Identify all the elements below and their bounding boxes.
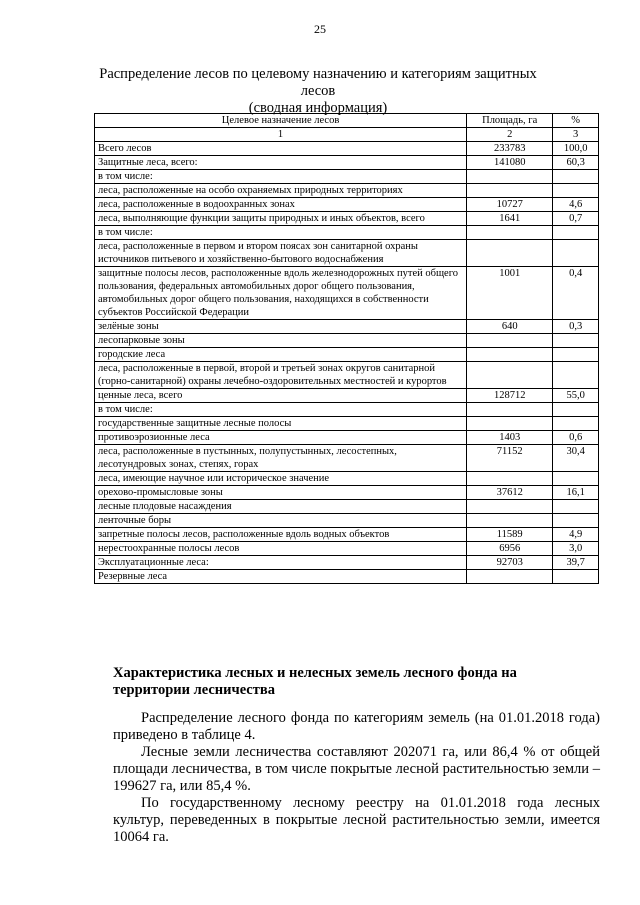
row-name: противоэрозионные леса (95, 431, 467, 445)
row-area: 640 (467, 320, 553, 334)
row-name: Всего лесов (95, 142, 467, 156)
row-area: 10727 (467, 198, 553, 212)
row-percent (553, 403, 599, 417)
row-percent (553, 348, 599, 362)
row-percent (553, 417, 599, 431)
row-percent (553, 472, 599, 486)
row-name: орехово-промысловые зоны (95, 486, 467, 500)
row-area: 92703 (467, 556, 553, 570)
table-row (95, 267, 599, 320)
table-header-row (95, 114, 599, 128)
row-area: 71152 (467, 445, 553, 472)
section-heading (113, 665, 600, 699)
table-row (95, 417, 599, 431)
table-row (95, 556, 599, 570)
row-area (467, 170, 553, 184)
row-name: лесопарковые зоны (95, 334, 467, 348)
row-percent: 3,0 (553, 542, 599, 556)
row-percent (553, 170, 599, 184)
paragraph-2: Лесные земли лесничества составляют 202071 га, или 86,4 % от общей площади лесничества, в том числе покрытые лесной растительностью земли – 199627 га, или 85,4 %. (113, 744, 600, 794)
page-number: 25 (314, 22, 326, 36)
header-purpose: Целевое назначение лесов (95, 114, 467, 128)
row-name: Эксплуатационные леса: (95, 556, 467, 570)
header-area: Площадь, га (467, 114, 553, 128)
column-number-3: 3 (553, 128, 599, 142)
table-row (95, 528, 599, 542)
row-percent: 0,7 (553, 212, 599, 226)
row-name: леса, расположенные в первом и втором поясах зон санитарной охраны источников питьевого и хозяйственно-бытового водоснабжения (95, 240, 467, 267)
row-percent (553, 570, 599, 584)
row-name: Резервные леса (95, 570, 467, 584)
section-heading-line-1: Характеристика лесных и нелесных земель лесного фонда на (113, 665, 517, 681)
table-row (95, 348, 599, 362)
row-percent (553, 362, 599, 389)
table-row (95, 570, 599, 584)
row-name: леса, расположенные на особо охраняемых природных территориях (95, 184, 467, 198)
row-area (467, 403, 553, 417)
table-row (95, 212, 599, 226)
table-row (95, 445, 599, 472)
row-percent: 16,1 (553, 486, 599, 500)
row-percent: 4,9 (553, 528, 599, 542)
row-percent (553, 514, 599, 528)
table-row (95, 403, 599, 417)
row-percent: 60,3 (553, 156, 599, 170)
row-area: 233783 (467, 142, 553, 156)
row-area: 128712 (467, 389, 553, 403)
row-area: 6956 (467, 542, 553, 556)
column-number-2: 2 (467, 128, 553, 142)
row-percent: 0,3 (553, 320, 599, 334)
row-name: государственные защитные лесные полосы (95, 417, 467, 431)
row-name: запретные полосы лесов, расположенные вдоль водных объектов (95, 528, 467, 542)
row-area (467, 240, 553, 267)
row-percent (553, 184, 599, 198)
row-name: лесные плодовые насаждения (95, 500, 467, 514)
row-name: ценные леса, всего (95, 389, 467, 403)
row-percent: 100,0 (553, 142, 599, 156)
row-area: 1001 (467, 267, 553, 320)
row-percent: 30,4 (553, 445, 599, 472)
row-area (467, 362, 553, 389)
forest-distribution-table (94, 113, 599, 584)
table-row (95, 486, 599, 500)
row-name: ленточные боры (95, 514, 467, 528)
row-percent: 4,6 (553, 198, 599, 212)
row-percent (553, 240, 599, 267)
table-row (95, 156, 599, 170)
row-name: леса, расположенные в водоохранных зонах (95, 198, 467, 212)
row-name: нерестоохранные полосы лесов (95, 542, 467, 556)
table-title-line-2: (сводная информация) (248, 100, 388, 116)
row-name: леса, выполняющие функции защиты природных и иных объектов, всего (95, 212, 467, 226)
row-percent: 55,0 (553, 389, 599, 403)
row-name: защитные полосы лесов, расположенные вдоль железнодорожных путей общего пользования, федеральных автомобильных дорог общего пользования, автомобильных дорог общего пользования, находящихся в собственности субъектов Российской Федерации (95, 267, 467, 320)
row-percent: 0,4 (553, 267, 599, 320)
row-name: в том числе: (95, 403, 467, 417)
row-area (467, 417, 553, 431)
table-row (95, 472, 599, 486)
row-name: зелёные зоны (95, 320, 467, 334)
table-row (95, 500, 599, 514)
table-row (95, 514, 599, 528)
table-row (95, 198, 599, 212)
table-row (95, 226, 599, 240)
row-name: леса, имеющие научное или историческое значение (95, 472, 467, 486)
row-area: 1641 (467, 212, 553, 226)
row-area (467, 184, 553, 198)
row-area: 141080 (467, 156, 553, 170)
table-row (95, 142, 599, 156)
row-percent (553, 226, 599, 240)
table-column-numbers-row (95, 128, 599, 142)
paragraph-1: Распределение лесного фонда по категориям земель (на 01.01.2018 года) приведено в таблице 4. (113, 710, 600, 743)
table-title (88, 66, 548, 117)
row-name: в том числе: (95, 170, 467, 184)
table-row (95, 184, 599, 198)
table-row (95, 431, 599, 445)
table-row (95, 240, 599, 267)
table-title-line-1: Распределение лесов по целевому назначению и категориям защитных лесов (99, 66, 537, 99)
table-row (95, 389, 599, 403)
row-area (467, 500, 553, 514)
row-percent (553, 500, 599, 514)
row-percent: 0,6 (553, 431, 599, 445)
row-name: городские леса (95, 348, 467, 362)
row-area: 1403 (467, 431, 553, 445)
row-name: Защитные леса, всего: (95, 156, 467, 170)
table-row (95, 320, 599, 334)
row-name: леса, расположенные в пустынных, полупустынных, лесостепных, лесотундровых зонах, степях, горах (95, 445, 467, 472)
section-heading-line-2: территории лесничества (113, 682, 275, 698)
row-area (467, 472, 553, 486)
table-row (95, 334, 599, 348)
column-number-1: 1 (95, 128, 467, 142)
row-area (467, 226, 553, 240)
header-percent: % (553, 114, 599, 128)
row-area (467, 514, 553, 528)
row-percent (553, 334, 599, 348)
row-name: в том числе: (95, 226, 467, 240)
row-area (467, 334, 553, 348)
row-name: леса, расположенные в первой, второй и третьей зонах округов санитарной (горно-санитарной) охраны лечебно-оздоровительных местностей и курортов (95, 362, 467, 389)
row-area: 37612 (467, 486, 553, 500)
row-area (467, 570, 553, 584)
paragraph-3: По государственному лесному реестру на 01.01.2018 года лесных культур, переведенных в покрытые лесной растительностью земли, имеется 10064 га. (113, 795, 600, 845)
table-row (95, 542, 599, 556)
row-area (467, 348, 553, 362)
table-row (95, 170, 599, 184)
table-row (95, 362, 599, 389)
row-percent: 39,7 (553, 556, 599, 570)
row-area: 11589 (467, 528, 553, 542)
